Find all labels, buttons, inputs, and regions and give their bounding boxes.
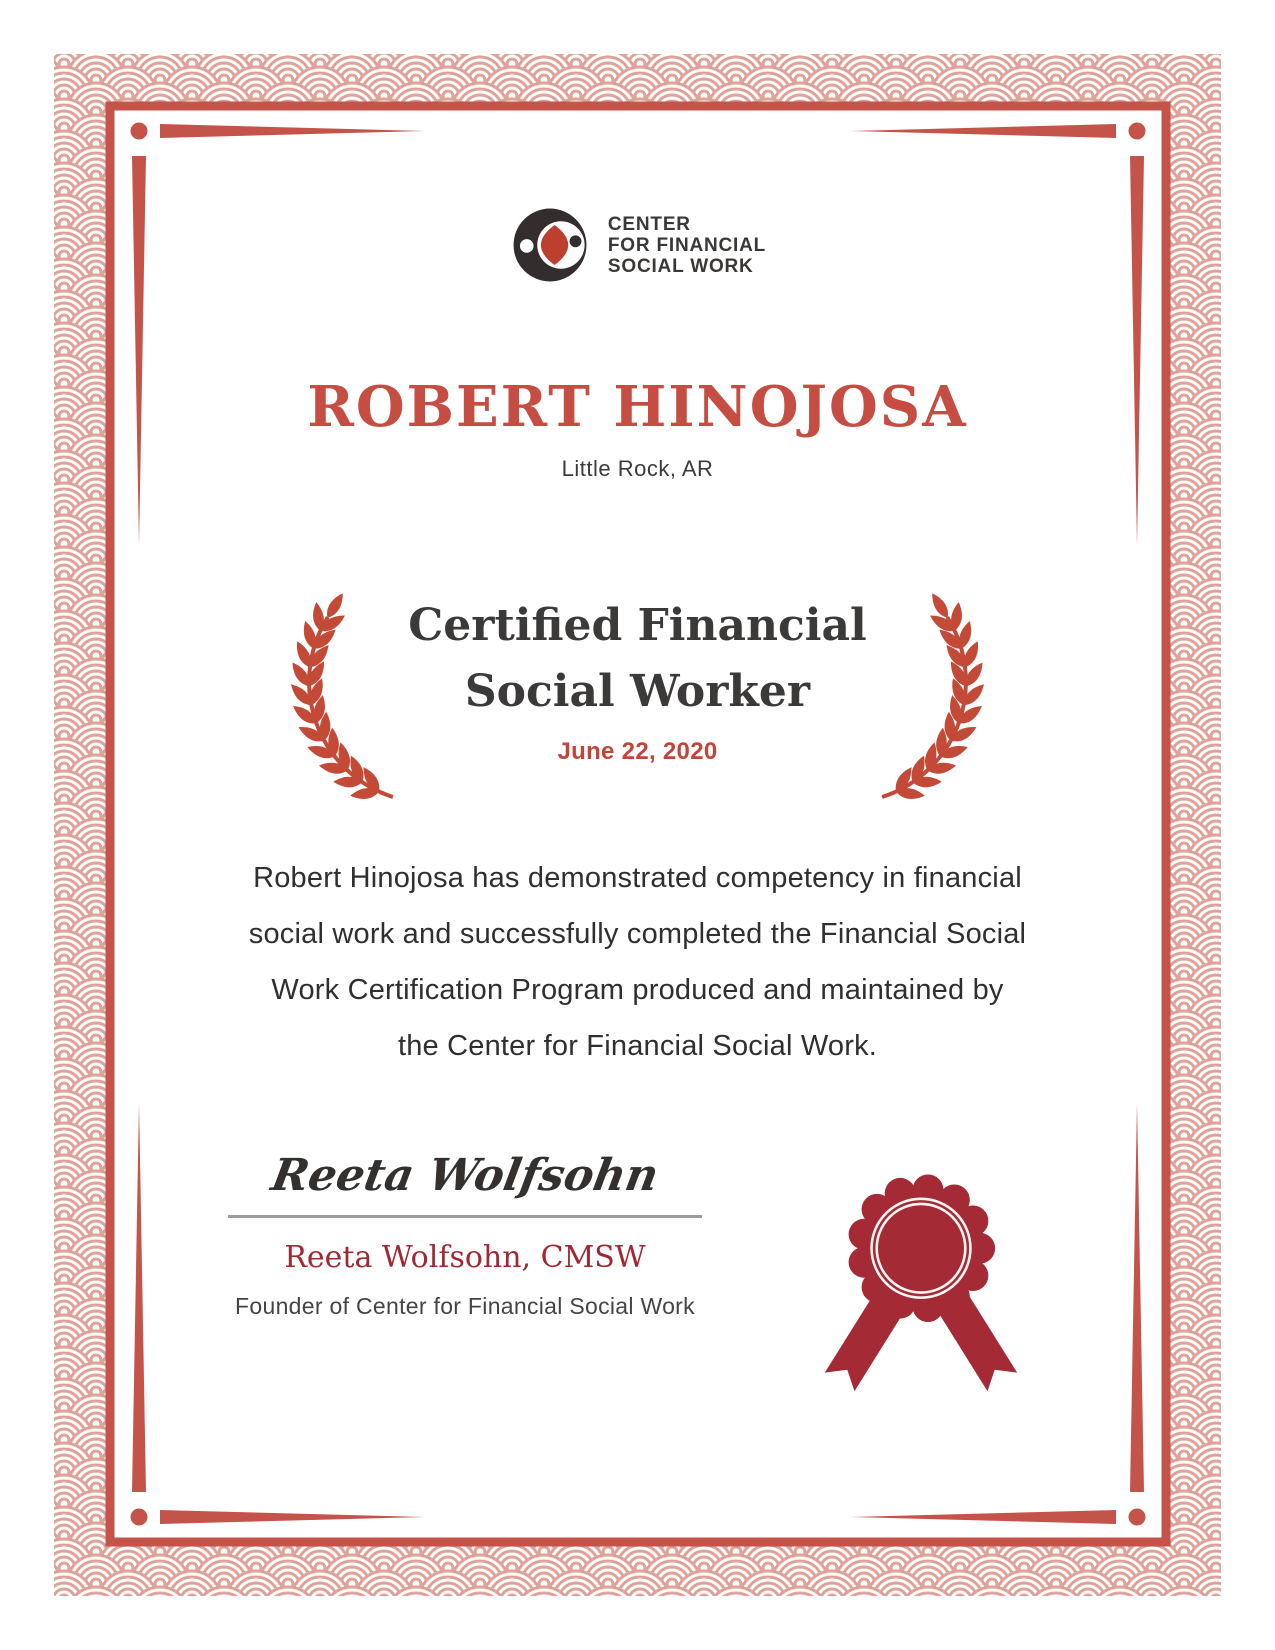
certificate-title-line2: Social Worker — [464, 666, 811, 717]
award-seal-icon — [818, 1140, 1024, 1408]
signatory-title: Founder of Center for Financial Social Work — [235, 1293, 695, 1319]
logo-line-3: SOCIAL WORK — [607, 255, 754, 277]
body-line: Robert Hinojosa has demonstrated competency in financial — [253, 862, 1022, 894]
signature-block — [228, 1150, 702, 1320]
signature-script: Reeta Wolfsohn — [267, 1150, 663, 1201]
logo-line-2: FOR FINANCIAL — [607, 234, 767, 256]
logo-mark-icon — [509, 204, 591, 286]
certificate-body — [170, 850, 1105, 1074]
logo-line-1: CENTER — [607, 213, 691, 235]
recipient-name: ROBERT HINOJOSA — [307, 374, 968, 440]
body-line: the Center for Financial Social Work. — [397, 1030, 878, 1062]
signature-rule — [228, 1215, 702, 1218]
signatory-name: Reeta Wolfsohn, CMSW — [284, 1240, 646, 1275]
org-logo — [0, 204, 1275, 286]
certificate-title-line1: Certified Financial — [408, 600, 867, 651]
certificate-date: June 22, 2020 — [557, 738, 718, 765]
body-line: Work Certification Program produced and maintained by — [271, 974, 1004, 1006]
logo-wordmark — [608, 214, 766, 277]
body-line: social work and successfully completed the Financial Social — [248, 918, 1027, 950]
recipient-location: Little Rock, AR — [561, 456, 714, 481]
